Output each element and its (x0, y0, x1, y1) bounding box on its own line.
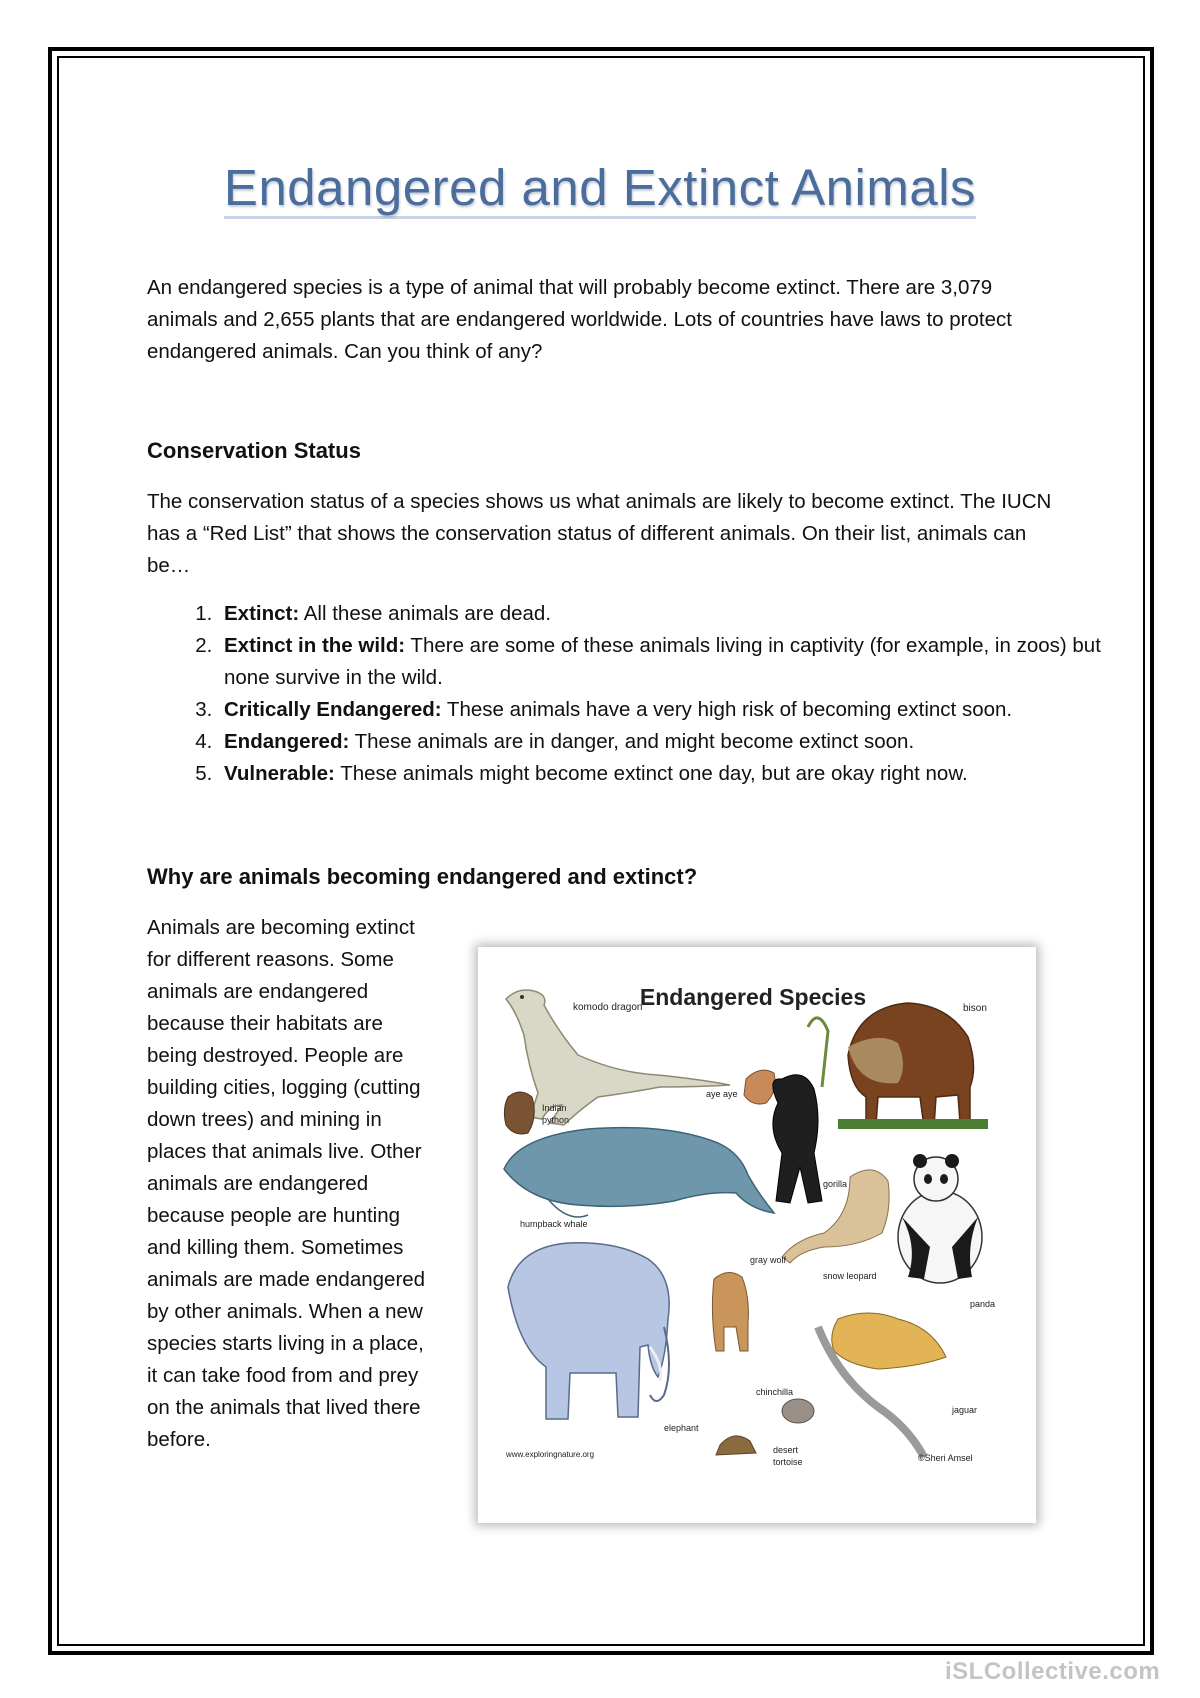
label-gorilla: gorilla (823, 1179, 848, 1189)
label-aye-aye: aye aye (706, 1089, 738, 1099)
status-desc: These animals might become extinct one day, but are okay right now. (334, 762, 968, 785)
status-term: Critically Endangered: (224, 698, 442, 721)
status-desc: All these animals are dead. (299, 602, 552, 625)
label-humpback-whale: humpback whale (520, 1219, 588, 1229)
poster-website: www.exploringnature.org (506, 1450, 595, 1459)
label-python-1: Indian (542, 1103, 567, 1113)
poster-credit: ©Sheri Amsel (918, 1453, 973, 1463)
status-desc: These animals have a very high risk of becoming extinct soon. (441, 698, 1013, 721)
watermark: iSLCollective.com (945, 1658, 1161, 1685)
label-panda: panda (970, 1299, 996, 1309)
conservation-paragraph: The conservation status of a species shows us what animals are likely to become extinct. The IUCN has a “Red List” that shows the conservation status of different animals. On their list, animals can be… (147, 490, 1052, 577)
bison-illustration (838, 1003, 988, 1129)
why-paragraph: Animals are becoming extinct for different reasons. Some animals are endangered because their habitats are being destroyed. People are building cities, logging (cutting down trees) and mining in places that animals live. Other animals are endangered because people are hunting and killing them. Sometimes animals are made endangered by other animals. When a new species starts living in a place, it can take food from and prey on the animals that lived there before. (147, 916, 426, 1451)
humpback-whale-illustration (504, 1128, 774, 1217)
status-item (218, 630, 1138, 694)
status-term: Extinct: (224, 602, 300, 625)
elephant-illustration (508, 1243, 669, 1419)
label-snow-leopard: snow leopard (823, 1271, 877, 1281)
status-term: Endangered: (224, 730, 350, 753)
intro-paragraph: An endangered species is a type of animal that will probably become extinct. There are 3,079 animals and 2,655 plants that are endangered worldwide. Lots of countries have laws to protect endangered animals. Can you think of any? (147, 276, 1012, 363)
indian-python-illustration (504, 1092, 534, 1134)
aye-aye-illustration (744, 1070, 775, 1104)
status-item (218, 694, 1138, 726)
status-item (218, 598, 1138, 630)
endangered-species-poster (478, 947, 1036, 1523)
chinchilla-illustration (782, 1399, 814, 1423)
page-title: Endangered and Extinct Animals (0, 158, 1200, 217)
status-desc: These animals are in danger, and might become extinct soon. (349, 730, 915, 753)
conservation-heading: Conservation Status (147, 438, 361, 463)
jaguar-illustration (818, 1313, 946, 1457)
status-item (218, 726, 1138, 758)
label-chinchilla: chinchilla (756, 1387, 794, 1397)
gray-wolf-illustration (712, 1272, 748, 1351)
status-term: Vulnerable: (224, 762, 335, 785)
status-item (218, 758, 1138, 790)
why-heading: Why are animals becoming endangered and extinct? (147, 864, 698, 889)
panda-illustration (898, 1154, 982, 1283)
status-desc: There are some of these animals living in captivity (for example, in zoos) but none survive in the wild. (224, 634, 1101, 689)
label-komodo-dragon: komodo dragon (573, 1002, 643, 1013)
status-list (147, 598, 1138, 790)
label-python-2: python (542, 1115, 570, 1125)
label-elephant: elephant (664, 1423, 699, 1433)
label-desert-tortoise-2: tortoise (773, 1457, 803, 1467)
label-jaguar: jaguar (952, 1405, 978, 1415)
gorilla-illustration (773, 1018, 828, 1203)
poster-title: Endangered Species (639, 984, 867, 1010)
status-term: Extinct in the wild: (224, 634, 406, 657)
label-bison: bison (963, 1003, 987, 1014)
label-gray-wolf: gray wolf (750, 1255, 787, 1265)
desert-tortoise-illustration (716, 1436, 756, 1455)
label-desert-tortoise-1: desert (773, 1445, 799, 1455)
